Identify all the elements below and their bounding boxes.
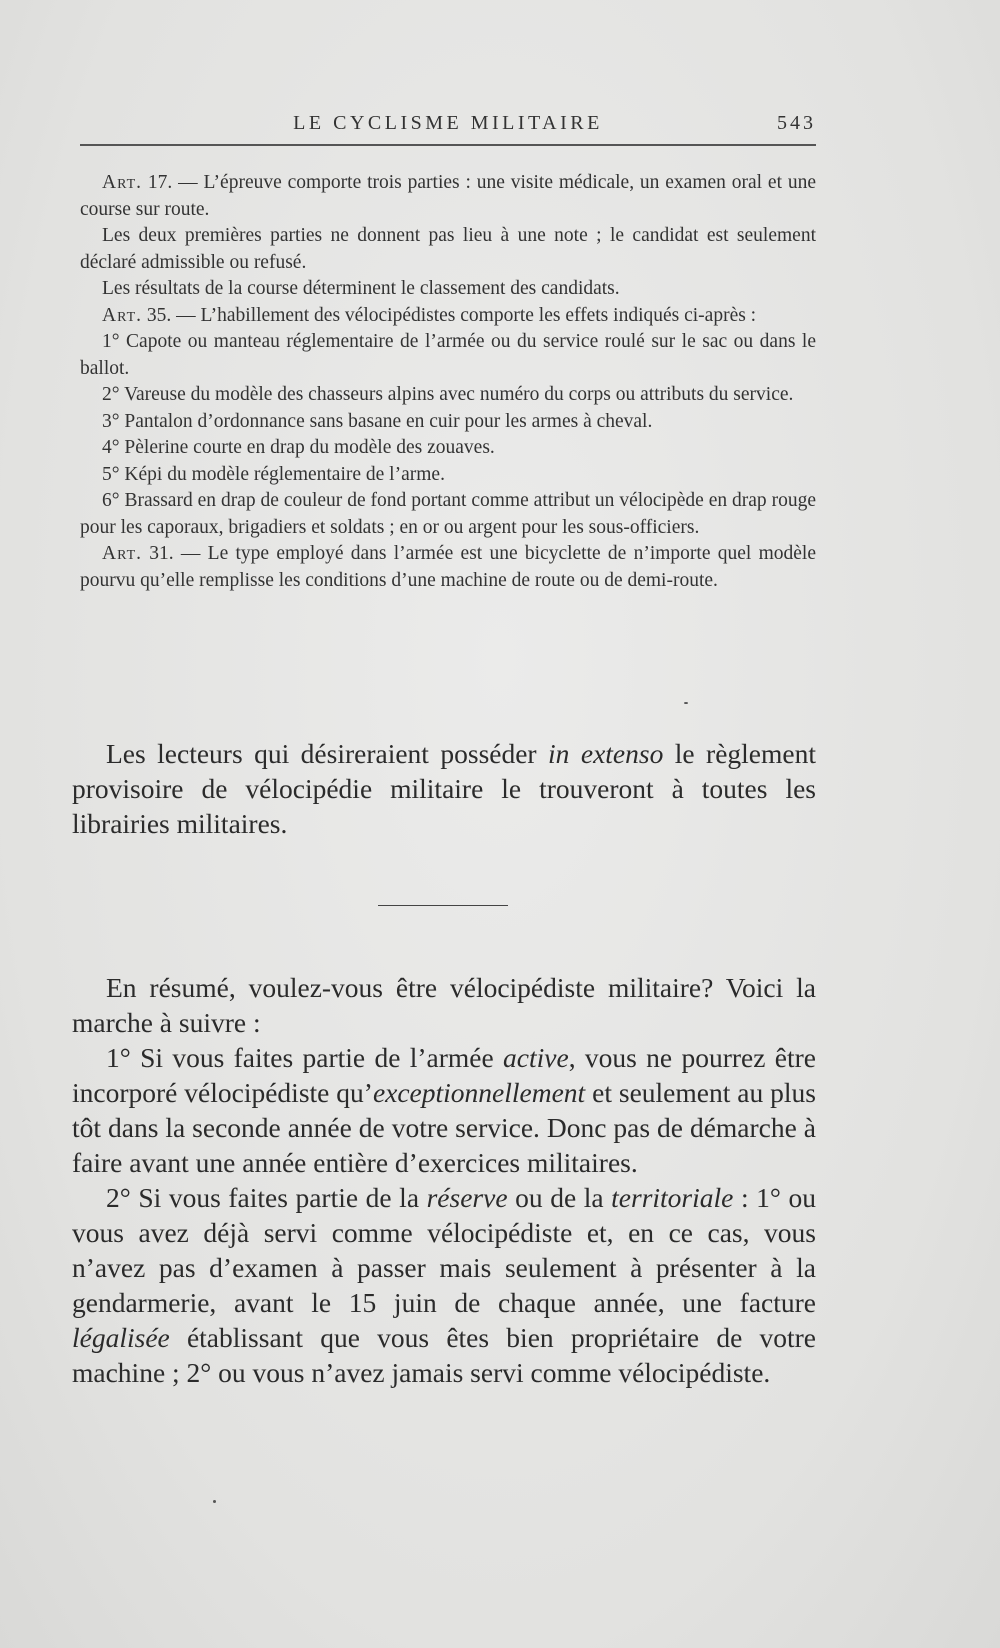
paper-speck xyxy=(684,702,688,704)
running-head xyxy=(80,110,816,146)
section-divider xyxy=(378,905,508,906)
article-label: Art. xyxy=(102,172,143,193)
regulation-excerpt xyxy=(80,170,816,594)
article-17-paragraph-2: Les deux premières parties ne donnent pas lieu à une note ; le candidat est seulement déclaré admissible ou refusé. xyxy=(80,225,816,273)
list-item: 3° Pantalon d’ordonnance sans basane en cuir pour les armes à cheval. xyxy=(102,410,653,432)
list-item: 4° Pèlerine courte en drap du modèle des zouaves. xyxy=(102,437,495,458)
readers-paragraph: Les lecteurs qui désireraient posséder in extenso le règlement provisoire de vélocipédie militaire le trouveront à toutes les librairies militaires. xyxy=(72,738,816,839)
article-label: Art. xyxy=(102,543,143,564)
summary-point-2: 2° Si vous faites partie de la réserve ou de la territoriale : 1° ou vous avez déjà servi comme vélocipédiste et, en ce cas, vous n’avez pas d’examen à passer mais seulement à présenter à la gendarmerie, avant le 15 juin de chaque année, une facture légalisée établissant que vous êtes bien propriétaire de votre machine ; 2° ou vous n’avez jamais servi comme vélocipédiste. xyxy=(72,1182,816,1388)
article-31 xyxy=(80,541,816,594)
article-17-paragraph-3: Les résultats de la course déterminent le classement des candidats. xyxy=(102,278,620,299)
article-label: Art. xyxy=(102,304,143,326)
list-item: 6° Brassard en drap de couleur de fond portant comme attribut un vélocipède en drap rouge pour les caporaux, brigadiers et soldats ; en or ou argent pour les sous-officiers. xyxy=(80,490,816,538)
paper-speck xyxy=(213,1500,216,1503)
list-item: 5° Képi du modèle réglementaire de l’arme. xyxy=(102,463,445,485)
article-35 xyxy=(80,303,816,330)
article-17 xyxy=(80,170,816,223)
list-item: 2° Vareuse du modèle des chasseurs alpins avec numéro du corps ou attributs du service. xyxy=(102,384,794,405)
readers-note xyxy=(72,736,816,841)
page-number: 543 xyxy=(777,112,816,134)
article-31-text: 31. — Le type employé dans l’armée est une bicyclette de n’importe quel modèle pourvu qu’elle remplisse les conditions d’une machine de route ou de demi-route. xyxy=(80,543,816,591)
list-item: 1° Capote ou manteau réglementaire de l’armée ou du service roulé sur le sac ou dans le ballot. xyxy=(80,331,816,379)
summary-section xyxy=(72,970,816,1390)
in-extenso-italic: in extenso xyxy=(548,738,664,769)
article-17-text: 17. — L’épreuve comporte trois parties : une visite médicale, un examen oral et une course sur route. xyxy=(80,172,816,220)
summary-point-1: 1° Si vous faites partie de l’armée active, vous ne pourrez être incorporé vélocipédiste qu’exceptionnellement et seulement au plus tôt dans la seconde année de votre service. Donc pas de démarche à faire avant une année entière d’exercices militaires. xyxy=(72,1042,816,1178)
article-35-text: 35. — L’habillement des vélocipédistes comporte les effets indiqués ci-après : xyxy=(142,304,757,326)
running-title: LE CYCLISME MILITAIRE xyxy=(293,112,603,134)
summary-intro: En résumé, voulez-vous être vélocipédiste militaire? Voici la marche à suivre : xyxy=(72,972,816,1038)
